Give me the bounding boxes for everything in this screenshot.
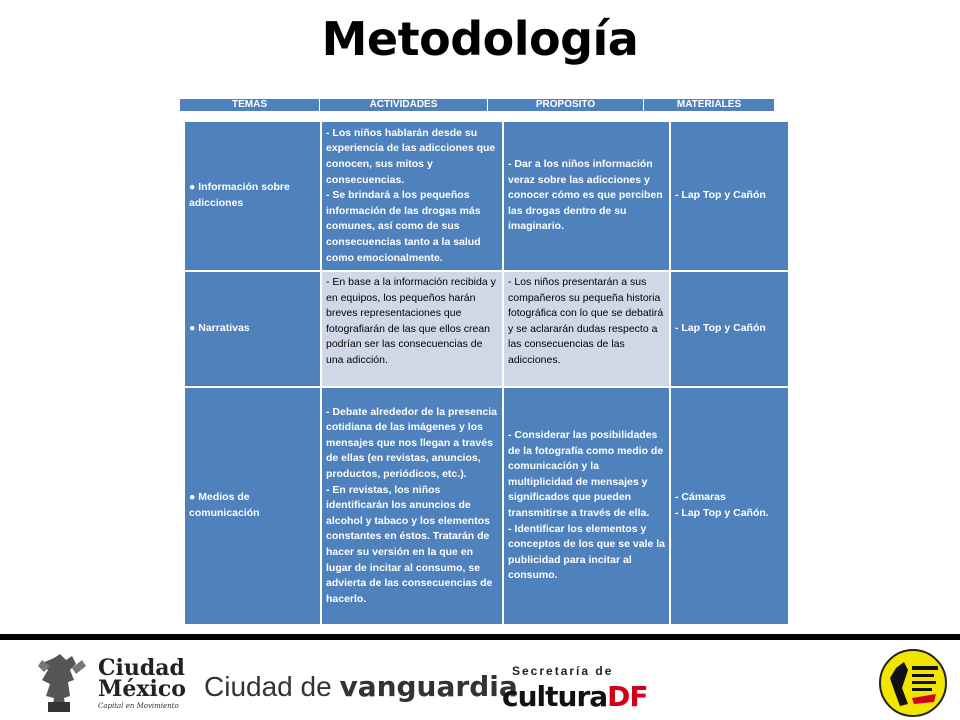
cell-proposito — [503, 271, 670, 387]
materiales-text: - Lap Top y Cañón — [675, 189, 766, 202]
tema-text: ● Información sobre adicciones — [189, 181, 290, 209]
cell-materiales — [670, 387, 789, 625]
cell-actividades — [321, 121, 503, 271]
cell-tema — [184, 387, 321, 625]
festival-badge-logo — [878, 648, 948, 718]
tema-text: ● Narrativas — [189, 322, 250, 335]
ciudad-mexico-name: Ciudad México — [98, 655, 186, 702]
footer-logos — [0, 640, 960, 720]
actividades-text: - Debate alrededor de la presencia cotidiana de las imágenes y los mensajes que nos llegan a través de ellas (en revistas, anuncios, productos, periódicos, etc.). - En revistas, los niños identificarán los anuncios de alcohol y tabaco y los elementos constantes en éstos. Tratarán de hacer su versión en la que en lugar de incitar al consumo, se advierta de las consecuencias de hacerlo. — [326, 405, 497, 605]
cell-actividades — [321, 387, 503, 625]
tema-text: ● Medios de comunicación — [189, 491, 260, 519]
cell-tema — [184, 121, 321, 271]
cell-actividades — [321, 271, 503, 387]
vanguardia-prefix: Ciudad de — [204, 671, 340, 702]
materiales-text: - Cámaras - Lap Top y Cañón. — [675, 491, 769, 519]
proposito-text: - Considerar las posibilidades de la fotografía como medio de comunicación y la multiplicidad de mensajes y significados que pueden transmitirse a través de ella. - Identificar los elementos y conceptos de los que se vale la publicidad para incitar al consumo. — [508, 429, 665, 582]
cultura-df-logo — [502, 680, 648, 713]
cell-tema — [184, 271, 321, 387]
methodology-table — [183, 120, 790, 626]
cell-materiales — [670, 121, 789, 271]
header-temas: TEMAS — [180, 99, 320, 111]
secretaria-label: Secretaría de — [512, 664, 614, 678]
proposito-text: - Los niños presentarán a sus compañeros su pequeña historia fotográfica con lo que se debatirá y se aclararán dudas respecto a las consecuencias de las adicciones. — [508, 276, 664, 366]
actividades-text: - Los niños hablarán desde su experiencia de las adicciones que conocen, sus mitos y consecuencias. - Se brindará a los pequeños información de las drogas más comunes, así como de sus consecuencias tanto a la salud como emocionalmente. — [326, 126, 496, 264]
cell-materiales — [670, 271, 789, 387]
df-word: DF — [607, 680, 648, 713]
proposito-text: - Dar a los niños información veraz sobre las adicciones y conocer cómo es que perciben las drogas dentro de su imaginario. — [508, 158, 663, 233]
vanguardia-word: vanguardia — [339, 670, 518, 703]
cultura-word: cultura — [502, 680, 608, 713]
table-row — [184, 387, 789, 625]
header-actividades: ACTIVIDADES — [320, 99, 488, 111]
materiales-text: - Lap Top y Cañón — [675, 322, 766, 335]
table-row — [184, 121, 789, 271]
cell-proposito — [503, 387, 670, 625]
table-header — [180, 99, 774, 111]
slide-title: Metodología — [321, 12, 639, 66]
header-proposito: PROPÓSITO — [488, 99, 644, 111]
ciudad-mexico-tagline: Capital en Movimiento — [98, 702, 179, 710]
header-materiales: MATERIALES — [676, 99, 742, 110]
actividades-text: - En base a la información recibida y en equipos, los pequeños harán breves representaciones que fotografiarán de las que ellos crean podrían ser las consecuencias de una adicción. — [326, 276, 496, 366]
ciudad-de-vanguardia-logo — [204, 670, 518, 703]
table-row — [184, 271, 789, 387]
cell-proposito — [503, 121, 670, 271]
